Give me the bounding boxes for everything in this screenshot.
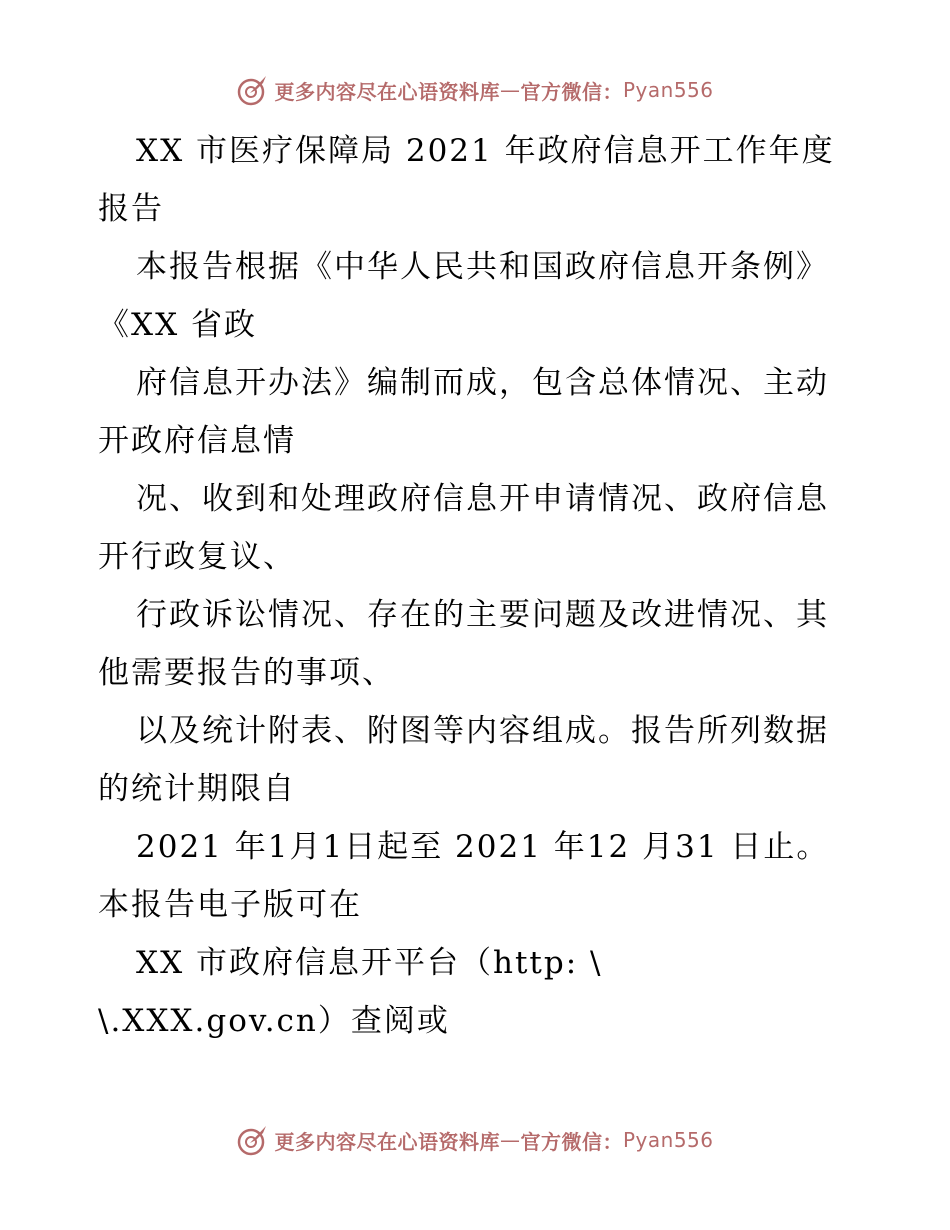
watermark-wechat-id: Pyan556 [622,1128,714,1152]
watermark-site-text: 更多内容尽在心语资料库 [274,79,500,104]
document-body [98,122,858,1050]
report-title-line-1: XX 市医疗保障局 2021 年政府信息开工作年度 [136,133,835,169]
paragraph-line: \.XXX.gov.cn）查阅或 [98,1003,450,1039]
watermark-separator: — [499,1128,521,1152]
paragraph-line: 以及统计附表、附图等内容组成。报告所列数据 [136,713,829,749]
paragraph-line: 开政府信息情 [98,423,296,459]
paragraph-line: 行政诉讼情况、存在的主要问题及改进情况、其 [136,597,829,633]
paragraph-line: 他需要报告的事项、 [98,655,395,691]
watermark-wechat-label: 官方微信： [520,79,623,104]
paragraph-line: 况、收到和处理政府信息开申请情况、政府信息 [136,481,829,517]
paragraph-line: 府信息开办法》编制而成，包含总体情况、主动 [136,365,829,401]
paragraph-line: XX 市政府信息开平台（http: \ [136,945,603,981]
footer-watermark [0,1118,950,1162]
quill-logo-icon [236,1123,270,1157]
header-watermark [0,68,950,112]
paragraph-line: 本报告电子版可在 [98,887,362,923]
paragraph-line: 的统计期限自 [98,771,296,807]
watermark-separator: — [499,78,521,102]
paragraph-line: 开行政复议、 [98,539,296,575]
quill-logo-icon [236,73,270,107]
paragraph-line: 《XX 省政 [98,307,257,343]
report-title-line-2: 报告 [98,191,164,227]
paragraph-line: 本报告根据《中华人民共和国政府信息开条例》 [136,249,829,285]
watermark-wechat-id: Pyan556 [622,78,714,102]
watermark-site-text: 更多内容尽在心语资料库 [274,1129,500,1154]
watermark-wechat-label: 官方微信： [520,1129,623,1154]
paragraph-line: 2021 年1月1日起至 2021 年12 月31 日止。 [136,829,830,865]
